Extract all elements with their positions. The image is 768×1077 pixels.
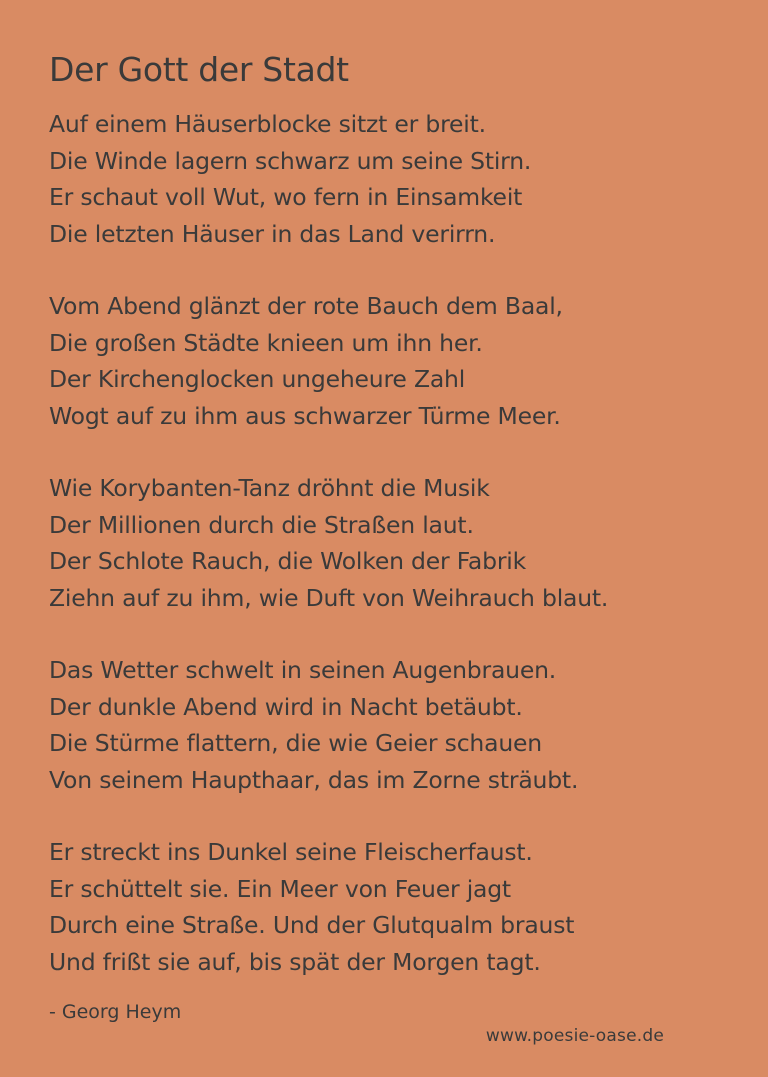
poem-line: Der dunkle Abend wird in Nacht betäubt. <box>49 692 523 721</box>
poem-body <box>49 106 739 1016</box>
poem-line: Der Millionen durch die Straßen laut. <box>49 510 474 539</box>
poem-line: Ziehn auf zu ihm, wie Duft von Weihrauch blaut. <box>49 583 609 612</box>
poem-line: Die letzten Häuser in das Land verirrn. <box>49 219 496 248</box>
poem-author: - Georg Heym <box>49 1001 182 1023</box>
poem-line: Durch eine Straße. Und der Glutqualm braust <box>49 911 575 939</box>
poem-line: Vom Abend glänzt der rote Bauch dem Baal, <box>49 292 563 320</box>
poem-line: Wie Korybanten-Tanz dröhnt die Musik <box>49 474 490 502</box>
stanza-4 <box>49 652 739 798</box>
poem-line: Der Kirchenglocken ungeheure Zahl <box>49 365 466 393</box>
poem-line: Er schaut voll Wut, wo fern in Einsamkeit <box>49 183 523 211</box>
poem-line: Er schüttelt sie. Ein Meer von Feuer jagt <box>49 874 511 903</box>
poem-line: Das Wetter schwelt in seinen Augenbrauen. <box>49 656 557 684</box>
poem-line: Er streckt ins Dunkel seine Fleischerfaust. <box>49 838 533 866</box>
poem-line: Die Winde lagern schwarz um seine Stirn. <box>49 146 532 175</box>
poem-title: Der Gott der Stadt <box>49 50 349 89</box>
poem-line: Auf einem Häuserblocke sitzt er breit. <box>49 110 486 138</box>
stanza-3 <box>49 470 739 616</box>
stanza-2 <box>49 288 739 434</box>
poem-line: Von seinem Haupthaar, das im Zorne sträubt. <box>49 765 579 794</box>
poem-line: Wogt auf zu ihm aus schwarzer Türme Meer. <box>49 401 561 430</box>
website-credit: www.poesie-oase.de <box>485 1026 664 1046</box>
poem-line: Der Schlote Rauch, die Wolken der Fabrik <box>49 547 527 575</box>
poem-line: Die Stürme flattern, die wie Geier schauen <box>49 729 542 757</box>
poem-line: Und frißt sie auf, bis spät der Morgen tagt. <box>49 947 541 976</box>
poem-line: Die großen Städte knieen um ihn her. <box>49 328 483 357</box>
stanza-1 <box>49 106 739 252</box>
stanza-5 <box>49 834 739 980</box>
